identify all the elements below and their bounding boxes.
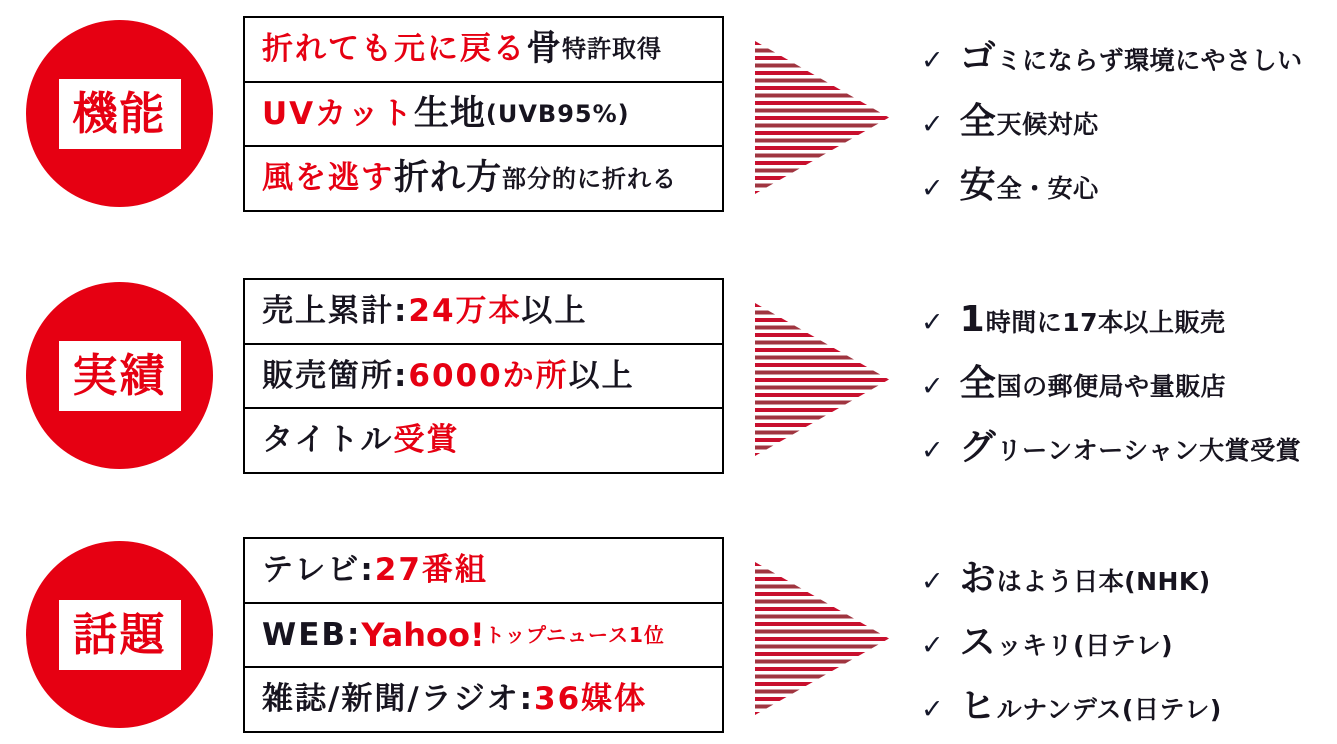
- check-item: [921, 416, 1337, 480]
- feature-line: [245, 343, 722, 408]
- check-lead-char: グ: [959, 427, 997, 468]
- check-lead-char: 全: [959, 101, 997, 142]
- check-item: [921, 611, 1337, 675]
- checkmark-icon: ✓: [921, 371, 944, 402]
- text-segment: 受賞: [393, 422, 460, 459]
- checkmark-icon: ✓: [921, 307, 944, 338]
- check-text: 国の郵便局や量販店: [996, 372, 1227, 401]
- check-item: [921, 90, 1337, 154]
- check-text: ッキリ(日テレ): [996, 631, 1173, 660]
- badge-circle: [26, 282, 213, 469]
- text-segment: UVカット: [262, 95, 414, 132]
- text-segment: 24万本: [408, 292, 522, 329]
- feature-line: [245, 145, 722, 210]
- check-text: 全・安心: [996, 174, 1099, 203]
- check-lead-char: 安: [959, 165, 997, 206]
- text-segment: トップニュース1位: [484, 623, 665, 647]
- text-segment: 27番組: [374, 551, 488, 588]
- row-achievements: [0, 275, 1337, 490]
- check-text: 天候対応: [996, 110, 1099, 139]
- feature-box: [243, 16, 724, 212]
- text-segment: 以上: [568, 357, 635, 394]
- check-list: [921, 26, 1337, 218]
- text-segment: Yahoo!: [361, 616, 485, 654]
- text-segment: タイトル: [262, 422, 394, 459]
- text-segment: 骨: [526, 28, 563, 69]
- check-lead-char: ス: [959, 622, 997, 663]
- checkmark-icon: ✓: [921, 566, 944, 597]
- badge-circle: [26, 541, 213, 728]
- striped-arrow-icon: [755, 562, 889, 715]
- striped-arrow-icon: [755, 41, 889, 194]
- check-text: 時間に17本以上販売: [985, 308, 1226, 337]
- badge-label: 話題: [72, 608, 167, 661]
- badge-label: 実績: [72, 349, 167, 402]
- check-lead-char: お: [959, 558, 997, 599]
- text-segment: 以上: [521, 292, 588, 329]
- text-segment: 売上累計:: [262, 292, 409, 329]
- checkmark-icon: ✓: [921, 109, 944, 140]
- checkmark-icon: ✓: [921, 630, 944, 661]
- feature-line: [245, 18, 722, 81]
- text-segment: 販売箇所:: [262, 357, 409, 394]
- text-segment: 特許取得: [562, 35, 663, 64]
- text-segment: (UVB95%): [485, 100, 630, 128]
- feature-line: [245, 666, 722, 731]
- text-segment: テレビ:: [262, 551, 375, 588]
- badge-inner-box: [59, 600, 181, 670]
- text-segment: 36媒体: [534, 681, 648, 718]
- check-lead-char: ゴ: [959, 37, 997, 78]
- feature-line: [245, 407, 722, 472]
- feature-box: [243, 537, 724, 733]
- row-features: [0, 13, 1337, 228]
- check-text: リーンオーシャン大賞受賞: [996, 436, 1302, 465]
- checkmark-icon: ✓: [921, 694, 944, 725]
- text-segment: 6000か所: [408, 357, 569, 394]
- check-text: ミにならず環境にやさしい: [996, 46, 1303, 75]
- feature-box: [243, 278, 724, 474]
- check-list: [921, 547, 1337, 739]
- check-lead-char: 全: [959, 363, 997, 404]
- feature-line: [245, 81, 722, 146]
- check-lead-char: 1: [959, 299, 986, 340]
- text-segment: 風を逃す: [262, 160, 394, 197]
- check-item: [921, 288, 1337, 352]
- check-item: [921, 154, 1337, 218]
- badge-inner-box: [59, 341, 181, 411]
- checkmark-icon: ✓: [921, 435, 944, 466]
- text-segment: WEB:: [262, 616, 362, 653]
- feature-line: [245, 602, 722, 667]
- text-segment: 生地: [413, 93, 486, 134]
- row-topics: [0, 534, 1337, 744]
- check-text: はよう日本(NHK): [996, 567, 1211, 596]
- check-lead-char: ヒ: [959, 686, 997, 727]
- check-item: [921, 547, 1337, 611]
- text-segment: 部分的に折れる: [502, 164, 678, 193]
- check-item: [921, 352, 1337, 416]
- badge-circle: [26, 20, 213, 207]
- check-item: [921, 675, 1337, 739]
- check-list: [921, 288, 1337, 480]
- badge-label: 機能: [72, 87, 167, 140]
- striped-arrow-icon: [755, 303, 889, 456]
- checkmark-icon: ✓: [921, 173, 944, 204]
- check-text: ルナンデス(日テレ): [996, 695, 1222, 724]
- feature-line: [245, 280, 722, 343]
- feature-line: [245, 539, 722, 602]
- badge-inner-box: [59, 79, 181, 149]
- text-segment: 雑誌/新聞/ラジオ:: [262, 681, 535, 718]
- text-segment: 折れても元に戻る: [262, 30, 526, 67]
- text-segment: 折れ方: [394, 158, 503, 199]
- checkmark-icon: ✓: [921, 45, 944, 76]
- check-item: [921, 26, 1337, 90]
